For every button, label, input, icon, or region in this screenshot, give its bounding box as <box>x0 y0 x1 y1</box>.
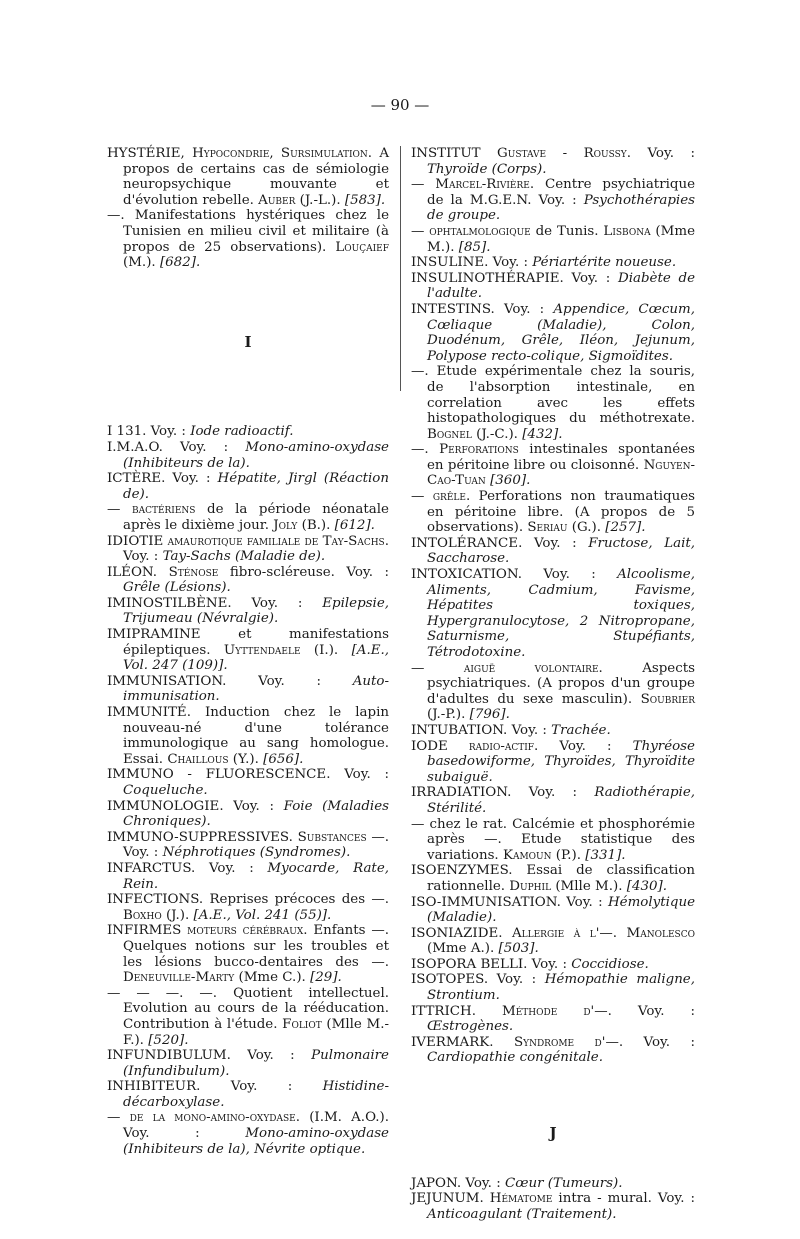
entry-see-also: Tay-Sachs (Maladie de). <box>162 549 326 565</box>
entry-see-also: Alcoolisme, Aliments, Cadmium, Favisme, Hépatites toxiques, Hypergranulocytose, 2 Nitropropane, Saturnisme, Stupéfiants, Tétrodotoxine. <box>427 567 695 660</box>
index-entry <box>107 861 389 892</box>
entry-smallcaps: grêle <box>432 489 466 505</box>
entry-see-also: Cœur (Tumeurs). <box>504 1175 623 1191</box>
entry-head: JEJUNUM. <box>411 1191 490 1207</box>
index-entry <box>107 596 389 627</box>
entry-head: IMMUNISATION. Voy. : <box>107 673 353 689</box>
entry-text: de la période néonatale après le dixième jour. <box>123 502 389 533</box>
index-entry <box>411 1191 695 1222</box>
entry-head: HYSTÉRIE, <box>107 146 193 161</box>
entry-smallcaps: Hématome <box>489 1191 553 1207</box>
entry-author: Joly <box>273 517 298 533</box>
entry-see-also: Pulmonaire (Infundibulum). <box>123 1048 389 1079</box>
index-entry <box>107 799 389 830</box>
entry-head: — <box>411 177 436 193</box>
entry-reference: [432]. <box>522 426 563 442</box>
entry-see-also: Périartérite noueuse. <box>532 255 677 271</box>
entry-author-initials: (M.). <box>123 255 160 271</box>
entry-head: INHIBITEUR. Voy. : <box>107 1079 323 1095</box>
entry-reference: [520]. <box>148 1032 189 1048</box>
entry-author: Bognel <box>427 426 472 442</box>
entry-see-also: Mono-amino-oxydase (Inhibiteurs de la), Névrite optique. <box>123 1126 389 1157</box>
entry-head: —. <box>411 364 437 380</box>
entry-head: ICTÈRE. Voy. : <box>107 471 218 487</box>
entry-author: Louçaief <box>335 239 389 255</box>
entry-author-initials: (Mme M.). <box>427 223 695 255</box>
entry-see-also: Thyroïde (Corps). <box>427 161 547 177</box>
entry-reference: [656]. <box>263 751 304 767</box>
index-entry <box>411 1176 695 1192</box>
entry-head: INSULINE. Voy. : <box>411 255 533 271</box>
entry-text: —. Voy. : <box>594 1003 696 1019</box>
entry-see-also: Fructose, Lait, Saccharose. <box>427 535 695 567</box>
entry-see-also: Mono-amino-oxydase (Inhibiteurs de la). <box>123 439 389 471</box>
page-number: — 90 — <box>370 96 430 114</box>
index-entry <box>411 146 695 177</box>
entry-reference: [430]. <box>626 878 667 894</box>
entry-smallcaps: bactériens <box>131 502 196 518</box>
entry-head: IODE <box>411 738 469 754</box>
entry-smallcaps: Sténose <box>168 564 219 580</box>
entry-head: — <box>411 660 464 676</box>
entry-smallcaps: Substances <box>297 829 367 845</box>
entry-reference: [583]. <box>344 192 386 208</box>
entry-smallcaps: de la mono-amino-oxydase <box>129 1110 296 1126</box>
entry-reference: [331]. <box>585 847 626 863</box>
entry-text: . Voy. : <box>626 146 696 161</box>
entry-head: IDIOTIE <box>107 533 168 549</box>
entry-author: Uyttendaele <box>223 642 301 658</box>
entry-head: — <box>107 502 132 518</box>
entry-smallcaps: ophtalmologique <box>429 223 531 239</box>
index-entry <box>411 442 695 489</box>
entry-text: . Perforations non traumatiques en péritoine libre. (A propos de 5 observations). <box>427 489 695 536</box>
entry-see-also: Coccidiose. <box>571 956 649 972</box>
entry-text: intestinales spontanées en péritoine libre ou cloisonné. <box>427 442 695 473</box>
entry-head: ITTRICH. <box>411 1003 502 1019</box>
entry-author: Manolesco <box>626 925 695 941</box>
index-entry <box>411 785 695 816</box>
entry-text: intra - mural. Voy. : <box>552 1191 695 1207</box>
entry-smallcaps: Allergie à l' <box>511 925 600 941</box>
index-entry <box>107 1110 389 1157</box>
entry-see-also: Auto-immunisation. <box>123 673 389 705</box>
entry-smallcaps: aiguë volontaire <box>463 660 599 676</box>
entry-author: Nguyen-Cao-Tuan <box>427 457 695 489</box>
entry-head: ILÉON. <box>107 564 169 580</box>
entry-see-also: Cardiopathie congénitale. <box>427 1050 603 1066</box>
entry-author: Deneuville-Marty <box>123 970 235 986</box>
index-entry <box>411 895 695 926</box>
index-entry <box>411 863 695 894</box>
entry-reference: [A.E., Vol. 241 (55)]. <box>193 907 332 923</box>
entry-reference: [503]. <box>498 941 539 957</box>
index-entry <box>107 424 389 440</box>
index-entry <box>107 146 389 208</box>
entry-head: ISOTOPES. Voy. : <box>411 972 545 988</box>
entry-author-initials: (J.-L.). <box>295 192 345 208</box>
entry-text: Etude expérimentale chez la souris, de l'absorption intestinale, en correlation avec les effets histopathologiques du méthotrexate. <box>427 364 695 427</box>
entry-see-also: Trachée. <box>551 722 611 738</box>
entry-see-also: Psychothérapies de groupe. <box>427 192 695 224</box>
index-entry <box>107 534 389 565</box>
entry-author-initials: (Mme C.). <box>234 970 311 986</box>
entry-head: —. <box>411 442 440 458</box>
entry-smallcaps: amaurotique familiale de Tay-Sachs <box>167 533 385 549</box>
entry-see-also: Diabète de l'adulte. <box>427 270 695 302</box>
entry-text: fibro-scléreuse. Voy. : <box>218 564 389 580</box>
entry-smallcaps: moteurs cérébraux <box>187 923 304 939</box>
entry-see-also: Œstrogènes. <box>427 1019 514 1035</box>
entry-author-initials: (G.). <box>567 520 606 536</box>
entry-text: . Voy. : <box>123 533 389 565</box>
entry-head: — <box>411 816 430 832</box>
index-entry <box>411 926 695 957</box>
entry-author: Chaillous <box>167 751 229 767</box>
index-entry <box>411 302 695 364</box>
entry-reference: [85]. <box>458 239 491 255</box>
entry-smallcaps: Gustave - Roussy <box>497 146 627 161</box>
entry-text: . Enfants —. Quelques notions sur les troubles et les lésions bucco-dentaires des —. <box>123 923 389 970</box>
entry-see-also: Histidine-décarboxylase. <box>123 1079 389 1110</box>
entry-text: . A propos de certains cas de sémiologie neuropsychique mouvante et d'évolution rebelle. <box>123 146 389 208</box>
entry-author: Lisbona <box>603 223 651 239</box>
index-entry <box>411 1035 695 1066</box>
entry-head: — — —. —. <box>107 985 234 1001</box>
entry-text: et manifestations épileptiques. <box>123 627 389 658</box>
entry-head: — <box>411 223 430 239</box>
index-entry <box>411 972 695 1003</box>
entry-author: Boxho <box>123 907 162 923</box>
left-column <box>107 146 389 1157</box>
entry-smallcaps: Hypocondrie, Sursimulation <box>192 146 368 161</box>
entry-author-initials: (J.-P.). <box>427 707 470 723</box>
entry-reference: [257]. <box>605 520 646 536</box>
entry-author-initials: (B.). <box>297 517 335 533</box>
entry-see-also: Appendice, Cœcum, Cœliaque (Maladie), Colon, Duodénum, Grêle, Iléon, Jejunum, Polypose recto-colique, Sigmoïdites. <box>427 301 695 364</box>
entry-head: — <box>411 489 433 505</box>
entry-head: I 131. Voy. : <box>107 424 191 440</box>
entry-head: INFECTIONS. <box>107 892 210 908</box>
entry-head: INFARCTUS. Voy. : <box>107 860 268 876</box>
index-entry <box>107 674 389 705</box>
entry-head: IMMUNOLOGIE. Voy. : <box>107 798 284 814</box>
entry-author-initials: (J.). <box>161 907 194 923</box>
column-divider <box>400 146 401 391</box>
entries-after-i <box>107 424 389 1157</box>
entry-text: . Aspects psychiatriques. (A propos d'un groupe d'adultes du sexe masculin). <box>427 660 695 707</box>
entry-see-also: Coqueluche. <box>123 783 208 798</box>
entry-smallcaps: Perforations <box>439 442 519 458</box>
entry-head: IMINOSTILBÈNE. Voy. : <box>107 595 323 611</box>
index-entry <box>411 224 695 255</box>
entry-author: Soubrier <box>640 691 695 707</box>
entry-author: Foliot <box>282 1016 322 1032</box>
entry-head: ISONIAZIDE. <box>411 925 512 941</box>
entry-head: ISO-IMMUNISATION. Voy. : <box>411 894 608 910</box>
entry-head: IRRADIATION. Voy. : <box>411 785 595 801</box>
entry-reference: [360]. <box>490 473 531 489</box>
entry-text: —. <box>599 925 627 941</box>
entry-head: IMMUNO - FLUORESCENCE. Voy. : <box>107 767 389 783</box>
index-entry <box>411 661 695 723</box>
index-entry <box>107 830 389 861</box>
index-entry <box>411 364 695 442</box>
entry-author-initials: (Mme A.). <box>427 941 499 957</box>
entry-smallcaps: Syndrome d' <box>513 1034 606 1050</box>
letter-heading-i: I <box>244 332 252 351</box>
entry-reference: [29]. <box>310 970 342 986</box>
entry-text: . (I.M. A.O.). Voy. : <box>123 1110 389 1142</box>
entry-text: —. Voy. : <box>123 829 389 861</box>
entry-text: . Centre psychiatrique de la M.G.E.N. Voy. : <box>427 177 695 208</box>
entry-see-also: Foie (Maladies Chroniques). <box>123 798 390 830</box>
entry-head: INTOXICATION. Voy. : <box>411 567 618 583</box>
entry-head: INTUBATION. Voy. : <box>411 722 552 738</box>
entry-author-initials: (Mlle M.). <box>551 878 627 894</box>
entry-see-also: Iode radioactif. <box>190 424 294 440</box>
entry-head: IMMUNO-SUPPRESSIVES. <box>107 829 298 845</box>
entry-head: ISOPORA BELLI. Voy. : <box>411 956 572 972</box>
index-entry <box>411 567 695 661</box>
entry-see-also: Hémolytique (Maladie). <box>427 894 695 926</box>
entry-reference: [682]. <box>159 255 201 271</box>
index-entry <box>107 892 389 923</box>
entry-author-initials: (I.). <box>300 642 352 658</box>
entry-see-also: Hépatite, Jirgl (Réaction de). <box>123 471 389 502</box>
entry-author-initials: (P.). <box>551 847 586 863</box>
entry-head: ISOENZYMES. <box>411 863 527 879</box>
entry-text: Essai de classification rationnelle. <box>427 863 695 894</box>
entry-text: Reprises précoces des —. <box>209 892 389 908</box>
entry-head: IMIPRAMINE <box>107 627 239 643</box>
entry-reference: [A.E., Vol. 247 (109)]. <box>123 642 390 674</box>
index-entry <box>411 817 695 864</box>
index-entry <box>411 271 695 302</box>
entry-text: —. Voy. : <box>605 1034 695 1050</box>
index-entry <box>411 536 695 567</box>
entry-see-also: Radiothérapie, Stérilité. <box>427 785 695 816</box>
index-entry <box>411 177 695 224</box>
entry-text: de Tunis. <box>530 223 604 239</box>
index-entry <box>107 565 389 596</box>
entry-smallcaps: Méthode d' <box>502 1003 595 1019</box>
index-entry <box>411 489 695 536</box>
entry-head: IMMUNITÉ. <box>107 705 205 721</box>
entry-see-also: Thyréose basedowiforme, Thyroïdes, Thyroïdite subaiguë. <box>427 738 695 785</box>
entry-author: Duphil <box>509 878 552 894</box>
entry-head: —. <box>107 208 135 224</box>
letter-heading-j: J <box>549 1124 557 1143</box>
index-entry <box>107 502 389 533</box>
entry-head: INSULINOTHÉRAPIE. Voy. : <box>411 270 618 286</box>
entry-head: IVERMARK. <box>411 1034 514 1050</box>
entry-head: I.M.A.O. Voy. : <box>107 439 246 455</box>
entry-text: Manifestations hystériques chez le Tunisien en milieu civil et militaire (à propos de 25 observations). <box>123 208 390 255</box>
entry-reference: [612]. <box>334 517 375 533</box>
entry-author: Seriau <box>527 520 568 536</box>
index-entry <box>107 986 389 1048</box>
index-entry <box>411 723 695 739</box>
index-entry <box>411 957 695 973</box>
entry-author-initials: (Mlle M.-F.). <box>123 1016 389 1048</box>
index-entry <box>411 1004 695 1035</box>
entry-head: INTOLÉRANCE. Voy. : <box>411 535 589 551</box>
index-entry <box>107 705 389 767</box>
entry-author-initials: (Y.). <box>228 751 264 767</box>
entries-after-j <box>411 1176 695 1223</box>
entry-text: . Voy. : <box>534 738 633 754</box>
index-entry <box>411 255 695 271</box>
entry-author: Auber <box>258 192 296 208</box>
index-entry <box>107 923 389 985</box>
entry-author: Kamoun <box>502 847 552 863</box>
entry-see-also: Epilepsie, Trijumeau (Névralgie). <box>123 595 389 627</box>
index-entry <box>411 739 695 786</box>
entry-head: INFUNDIBULUM. Voy. : <box>107 1048 312 1064</box>
right-column <box>411 146 695 1222</box>
entry-head: — <box>107 1110 130 1126</box>
entry-see-also: Hémopathie maligne, Strontium. <box>427 972 695 1004</box>
index-entry <box>107 440 389 471</box>
entry-text: chez le rat. Calcémie et phosphorémie après —. Etude statistique des variations. <box>427 816 695 863</box>
index-entry <box>107 627 389 674</box>
index-entry <box>107 208 389 270</box>
index-entry <box>107 1079 389 1110</box>
index-entry <box>107 767 389 798</box>
entry-smallcaps: radio-actif <box>468 738 535 754</box>
entry-see-also: Néphrotiques (Syndromes). <box>162 845 351 861</box>
entry-text: Quotient intellectuel. Evolution au cours de la rééducation. Contribution à l'étude. <box>123 985 390 1032</box>
entry-head: INSTITUT <box>411 146 498 161</box>
entry-author-initials: (J.-C.). <box>471 426 523 442</box>
entry-head: JAPON. Voy. : <box>411 1175 505 1191</box>
index-entry <box>107 471 389 502</box>
entry-reference: [796]. <box>469 707 510 723</box>
entry-head: INFIRMES <box>107 923 188 939</box>
entry-head: INTESTINS. Voy. : <box>411 301 554 317</box>
entries-before-j <box>411 146 695 1066</box>
entries-before-i <box>107 146 389 271</box>
index-entry <box>107 1048 389 1079</box>
entry-see-also: Anticoagulant (Traitement). <box>427 1206 617 1222</box>
entry-text: Induction chez le lapin nouveau-né d'une tolérance immunologique au sang homologue. Essai. <box>123 705 389 767</box>
entry-see-also: Grêle (Lésions). <box>123 580 231 596</box>
entry-see-also: Myocarde, Rate, Rein. <box>123 860 389 892</box>
entry-smallcaps: Marcel-Rivière <box>435 177 530 193</box>
